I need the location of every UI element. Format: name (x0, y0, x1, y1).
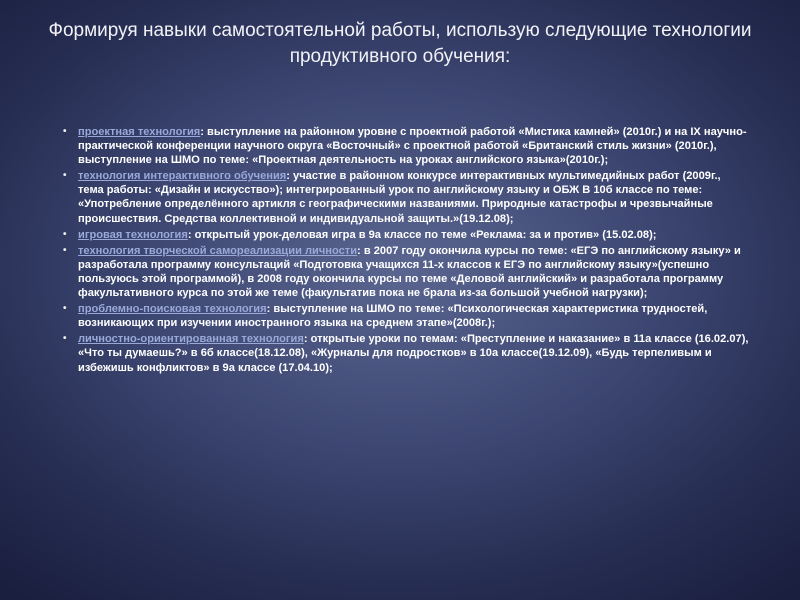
bullet-icon: • (63, 303, 67, 315)
list-item (63, 244, 749, 300)
list-item (63, 169, 749, 225)
slide-title: Формируя навыки самостоятельной работы, использую следующие технологии продуктивного обучения: (48, 20, 752, 67)
item-heading: личностно-ориентированная технология (78, 333, 304, 346)
item-heading: технология интерактивного обучения (78, 170, 287, 183)
item-text: : выступление на районном уровне с проектной работой «Мистика камней» (2010г.) и на IX научно-практической конференции научного округа «Восточный» с проектной работой «Британский стиль жизни» (2010г.), выступление на ШМО по теме: «Проектная деятельность на уроках английского языка»(2010г.); (78, 126, 747, 167)
list-item (63, 125, 749, 167)
list-item (63, 332, 749, 374)
item-text: : выступление на ШМО по теме: «Психологическая характеристика трудностей, возникающих при изучении иностранного языка на среднем этапе»(2008г.); (78, 303, 708, 330)
item-text: : в 2007 году окончила курсы по теме: «ЕГЭ по английскому языку» и разработала программу консультаций «Подготовка учащихся 11-х классов к ЕГЭ по английскому языку»(успешно пользуюсь этой программой), в 2008 году окончила курсы по теме «Деловой английский» и разработала программу факультативного курса по этой же теме (факультатив пока не брала из-за большой учебной нагрузки); (78, 244, 741, 300)
item-text: : открытый урок-деловая игра в 9а классе по теме «Реклама: за и против» (15.02.08); (187, 228, 657, 241)
item-text: : открытые уроки по темам: «Преступление и наказание» в 11а классе (16.02.07), «Что ты думаешь?» в 6б классе(18.12.08), «Журналы для подростков» в 10а классе(19.12.09), «Будь терпеливым и избежишь конфликтов» в 9а классе (17.04.10); (78, 333, 749, 374)
bullet-icon: • (63, 126, 67, 137)
bullet-icon: • (63, 170, 67, 182)
item-heading: игровая технология (78, 228, 188, 241)
technology-list (63, 125, 749, 377)
item-heading: технология творческой самореализации личности (78, 244, 358, 257)
list-item (63, 302, 749, 330)
bullet-icon: • (63, 333, 67, 345)
list-item (63, 228, 749, 242)
bullet-icon: • (63, 228, 67, 240)
item-text: : участие в районном конкурсе интерактивных мультимедийных работ (2009г., тема работы: «Дизайн и искусство»); интегрированный урок по английскому языку и ОБЖ В 10б классе по теме: «Употребление определённого артикля с географическими названиями. Природные катастрофы и чрезвычайные происшествия. Средства коллективной и индивидуальной защиты.»(19.12.08); (78, 170, 721, 225)
item-heading: проектная технология (78, 126, 201, 138)
item-heading: проблемно-поисковая технология (78, 303, 267, 316)
bullet-icon: • (63, 244, 67, 256)
